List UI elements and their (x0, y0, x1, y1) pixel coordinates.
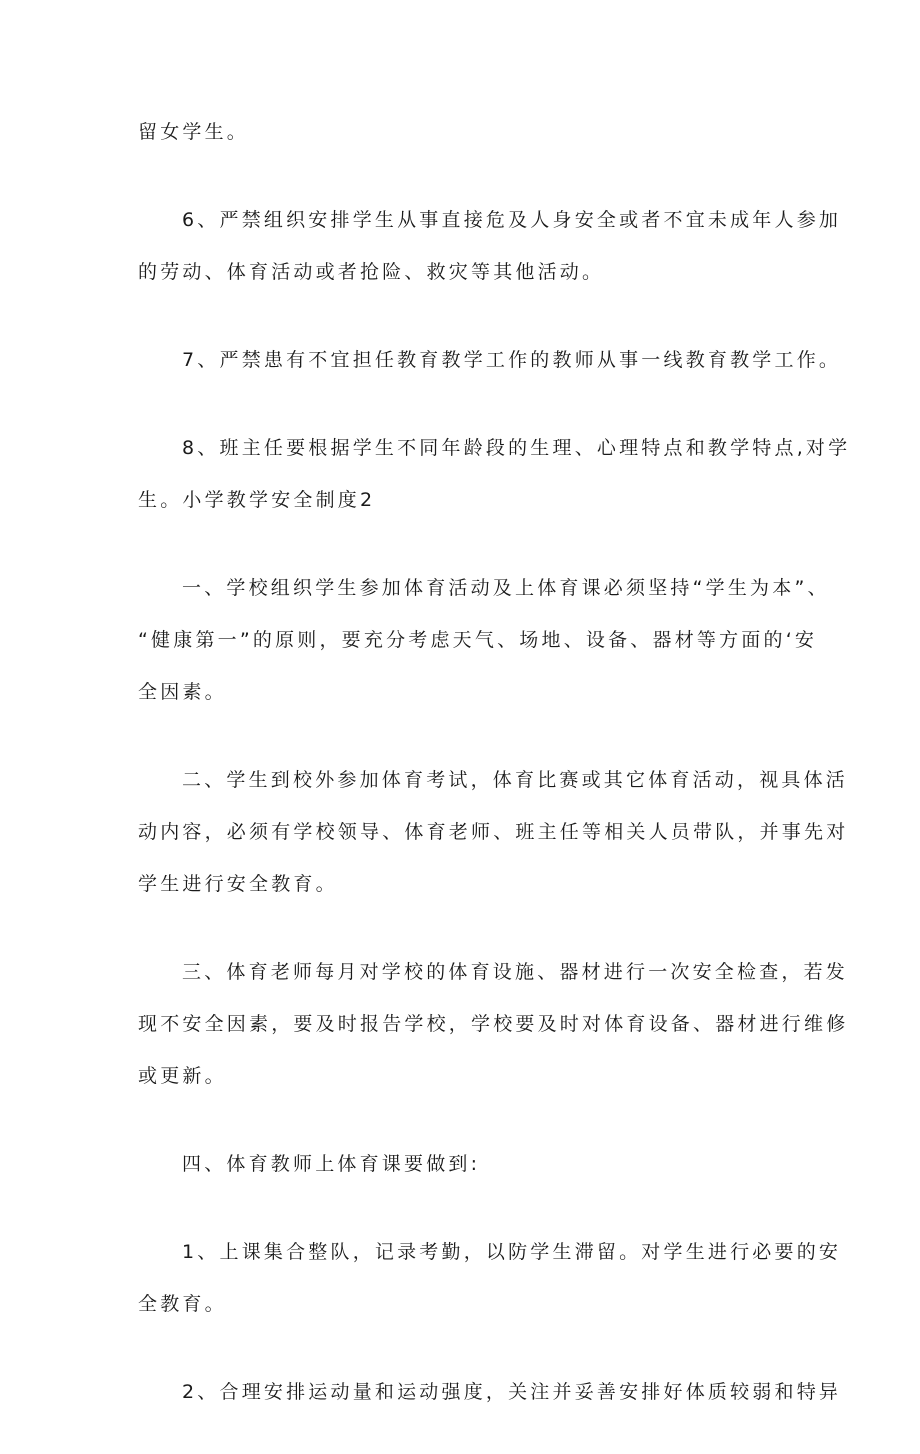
text-line: 四、体育教师上体育课要做到: (182, 1153, 481, 1175)
document-body (138, 106, 851, 1454)
text-line: 生。小学教学安全制度2 (138, 489, 376, 511)
paragraph (138, 946, 849, 1102)
text-line: 全因素。 (138, 681, 227, 703)
paragraph (138, 422, 851, 526)
text-line: 留女学生。 (138, 121, 250, 143)
paragraph (138, 754, 849, 910)
text-line: 7、严禁患有不宜担任教育教学工作的教师从事一线教育教学工作。 (182, 349, 842, 371)
paragraph (138, 194, 842, 298)
text-line: 2、合理安排运动量和运动强度，关注并妥善安排好体质较弱和特异 (182, 1381, 842, 1403)
text-line: 一、学校组织学生参加体育活动及上体育课必须坚持“学生为本”、 (182, 577, 830, 599)
paragraph (138, 1138, 790, 1190)
text-line: 二、学生到校外参加体育考试，体育比赛或其它体育活动，视具体活 (182, 769, 849, 791)
paragraph (138, 562, 830, 718)
paragraph (138, 1226, 842, 1330)
text-line: 动内容，必须有学校领导、体育老师、班主任等相关人员带队，并事先对 (138, 821, 849, 843)
paragraph (138, 106, 790, 158)
text-line: 6、严禁组织安排学生从事直接危及人身安全或者不宜未成年人参加 (182, 209, 842, 231)
text-line: “健康第一”的原则，要充分考虑天气、场地、设备、器材等方面的‘安 (138, 629, 818, 651)
text-line: 全教育。 (138, 1293, 227, 1315)
text-line: 8、班主任要根据学生不同年龄段的生理、心理特点和教学特点,对学 (182, 437, 851, 459)
paragraph (138, 1366, 842, 1418)
text-line: 学生进行安全教育。 (138, 873, 338, 895)
text-line: 三、体育老师每月对学校的体育设施、器材进行一次安全检查，若发 (182, 961, 849, 983)
paragraph (138, 334, 842, 386)
text-line: 的劳动、体育活动或者抢险、救灾等其他活动。 (138, 261, 605, 283)
text-line: 现不安全因素，要及时报告学校，学校要及时对体育设备、器材进行维修 (138, 1013, 849, 1035)
text-line: 或更新。 (138, 1065, 227, 1087)
text-line: 1、上课集合整队，记录考勤，以防学生滞留。对学生进行必要的安 (182, 1241, 842, 1263)
